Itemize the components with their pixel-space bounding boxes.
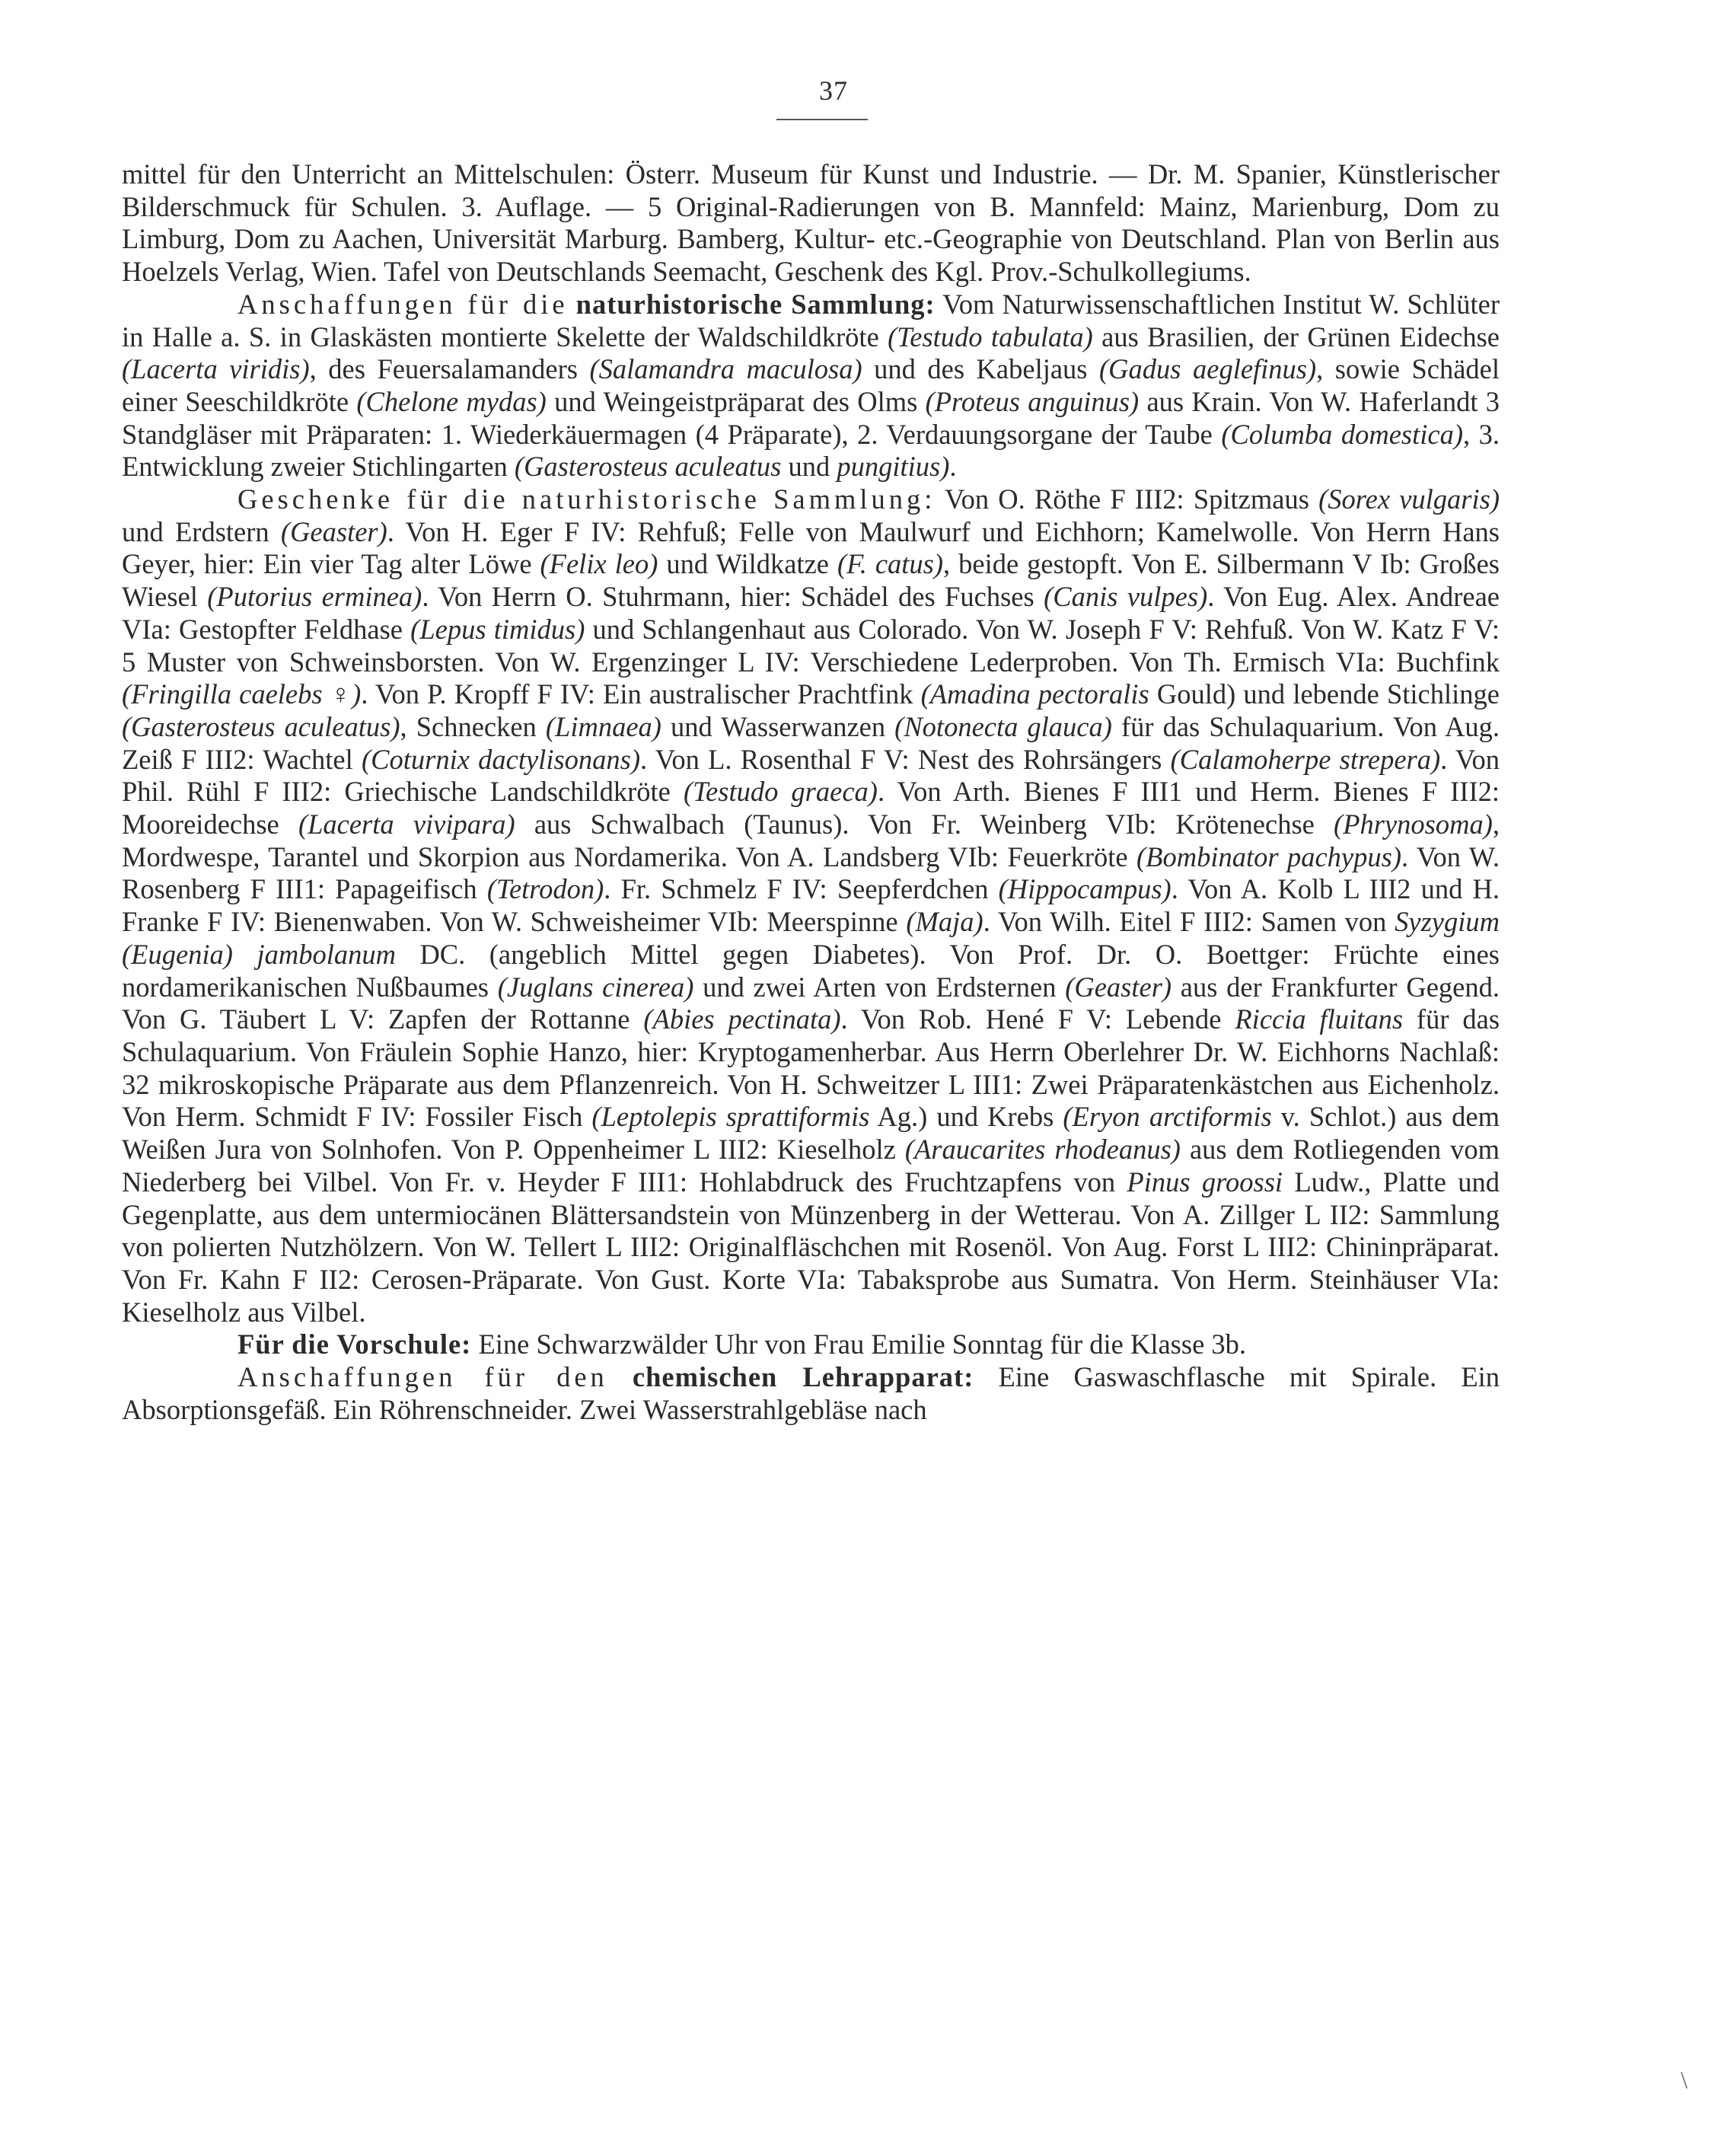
text-run: . Von Phil. Rühl F III2: Griechische Landschildkröte (122, 743, 1500, 808)
text-run: für das Schulaquarium. Von Fräulein Sophie Hanzo, hier: Kryptogamenherbar. Aus Herrn Oberlehrer Dr. W. Eichhorns Nachlaß: 32 mikroskopische Präparate aus dem Pflanzenreich. Von H. Schweitzer L III1: Zwei Präparatenkästchen aus Eichenholz. Von Herm. Schmidt F IV: Fossiler Fisch (122, 1003, 1500, 1133)
text-run: . Fr. Schmelz F IV: Seepferdchen (604, 873, 999, 905)
species-name: (Sorex vulgaris) (1318, 483, 1500, 515)
geschenke-lead: Geschenke für die naturhistorische Sammlung: (237, 483, 936, 515)
text-run: und Wildkatze (658, 548, 837, 580)
text-run: und (781, 451, 837, 483)
species-name: (Columba domestica) (1221, 418, 1464, 450)
text-run: . Von W. Rosenberg F III1: Papageifisch (122, 840, 1500, 905)
naturkunde-heading: naturhistorische Sammlung: (575, 288, 936, 320)
text-run: . Von A. Kolb L III2 und H. Franke F IV: Bienenwaben. Von W. Schweisheimer VIb: Meerspinne (122, 873, 1500, 938)
species-name: (Abies pectinata) (643, 1003, 841, 1035)
species-name: (Chelone mydas) (356, 385, 547, 417)
species-name: (Juglans cinerea) (497, 971, 694, 1003)
vorschule-paragraph (122, 1328, 1500, 1361)
text-run: und Wasserwanzen (661, 710, 895, 742)
species-name: (Leptolepis sprattiformis (591, 1101, 870, 1133)
naturkunde-paragraph (122, 289, 1500, 483)
species-name: (Gasterosteus aculeatus) (122, 710, 400, 742)
species-name: (Putorius erminea) (207, 581, 422, 613)
text-run: Gould) und lebende Stichlinge (1149, 678, 1500, 710)
text-run: , beide gestopft. Von E. Silbermann V Ib: Großes Wiesel (122, 548, 1500, 613)
text-run: . Von P. Kropff F IV: Ein australischer Prachtfink (361, 678, 921, 710)
text-run: DC. (angeblich Mittel gegen Diabetes). Von Prof. Dr. O. Boettger: Früchte eines nordamerikanischen Nußbaumes (122, 938, 1500, 1003)
species-name: (Fringilla caelebs ♀) (122, 678, 362, 710)
species-name: (Hippocampus) (998, 873, 1171, 905)
text-run: Von O. Röthe F III2: Spitzmaus (936, 483, 1319, 515)
text-run: aus Brasilien, der Grünen Eidechse (1092, 321, 1500, 352)
species-name: (Testudo graeca) (683, 776, 878, 808)
intro-paragraph: mittel für den Unterricht an Mittelschulen: Österr. Museum für Kunst und Industrie. — Dr. M. Spanier, Künstlerischer Bilderschmuck für Schulen. 3. Auflage. — 5 Original-Radierungen von B. Mannfeld: Mainz, Marienburg, Dom zu Limburg, Dom zu Aachen, Universität Marburg. Bamberg, Kultur- etc.-Geographie von Deutschland. Plan von Berlin aus Hoelzels Verlag, Wien. Tafel von Deutschlands Seemacht, Geschenk des Kgl. Prov.-Schulkollegiums. (122, 158, 1500, 288)
species-name: (Testudo tabulata) (888, 321, 1093, 352)
text-run: und Schlangenhaut aus Colorado. Von W. Joseph F V: Rehfuß. Von W. Katz F V: 5 Muster von Schweinsborsten. Von W. Ergenzinger L IV: Verschiedene Lederproben. Von Th. Ermisch VIa: Buchfink (122, 613, 1500, 678)
species-name: (Felix leo) (540, 548, 658, 580)
text-run: und zwei Arten von Erdsternen (693, 971, 1066, 1003)
species-name: (Lepus timidus) (410, 613, 585, 645)
species-name: (Gadus aeglefinus) (1099, 353, 1317, 385)
text-run: und Erdstern (122, 515, 281, 547)
species-name: (Phrynosoma) (1334, 808, 1493, 840)
text-run: . Von Eug. Alex. Andreae VIa: Gestopfter Feldhase (122, 581, 1500, 645)
species-name: (Bombinator pachypus) (1136, 840, 1401, 872)
text-run: , Mordwespe, Tarantel und Skorpion aus Nordamerika. Von A. Landsberg VIb: Feuerkröte (122, 808, 1500, 872)
text-run: , 3. Entwicklung zweier Stichlingarten (122, 418, 1500, 483)
body-text (122, 158, 1500, 1426)
species-name: (Maja) (906, 906, 983, 938)
geschenke-paragraph (122, 483, 1500, 1328)
chemie-body: Eine Gaswaschflasche mit Spirale. Ein Absorptionsgefäß. Ein Röhrenschneider. Zwei Wasserstrahlgebläse nach (122, 1361, 1500, 1425)
text-run: . Von Herrn O. Stuhrmann, hier: Schädel des Fuchses (422, 581, 1044, 613)
species-name: (Geaster) (1065, 971, 1172, 1003)
text-run: Ag.) und Krebs (869, 1101, 1063, 1133)
text-run: und Weingeistpräparat des Olms (546, 385, 926, 417)
species-name: (Tetrodon) (486, 873, 604, 905)
text-run: v. Schlot.) aus dem Weißen Jura von Solnhofen. Von P. Oppenheimer L III2: Kieselholz (122, 1101, 1500, 1166)
text-run: . Von L. Rosenthal F V: Nest des Rohrsängers (640, 743, 1171, 775)
page-number: 37 (819, 75, 848, 106)
geschenke-body (122, 483, 1500, 1328)
species-name: (Amadina pectoralis (920, 678, 1149, 710)
text-run: , sowie Schädel einer Seeschildkröte (122, 353, 1500, 417)
chemie-paragraph (122, 1361, 1500, 1426)
edge-mark: \ (1681, 2066, 1688, 2094)
text-run: . Von Wilh. Eitel F III2: Samen von (983, 906, 1395, 938)
text-run: . (949, 451, 957, 483)
naturkunde-lead: Anschaffungen für die (237, 288, 569, 320)
species-name: (Calamoherpe strepera) (1170, 743, 1441, 775)
text-run: aus dem Rotliegenden vom Niederberg bei Vilbel. Von Fr. v. Heyder F III1: Hohlabdruck des Fruchtzapfens von (122, 1134, 1500, 1198)
species-name: (F. catus) (837, 548, 944, 580)
species-name: (Limnaea) (545, 710, 661, 742)
text-run: . Von Arth. Bienes F III1 und Herm. Bienes F III2: Mooreidechse (122, 776, 1500, 840)
species-name: Pinus groossi (1127, 1166, 1283, 1198)
species-name: (Coturnix dactylisonans) (361, 743, 641, 775)
species-name: (Araucarites rhodeanus) (904, 1134, 1181, 1166)
species-name: (Gasterosteus aculeatus (514, 451, 782, 483)
text-run: , des Feuersalamanders (309, 353, 590, 385)
species-name: pungitius) (837, 451, 950, 483)
species-name: (Lacerta vivipara) (298, 808, 515, 840)
species-name: (Eryon arctiformis (1063, 1101, 1272, 1133)
species-name: Syzygium (Eugenia) jambolanum (122, 906, 1500, 970)
text-run: aus Schwalbach (Taunus). Von Fr. Weinberg VIb: Krötenechse (515, 808, 1334, 840)
species-name: (Salamandra maculosa) (589, 353, 862, 385)
text-run: aus der Frankfurter Gegend. Von G. Täubert L V: Zapfen der Rottanne (122, 971, 1500, 1035)
species-name: (Notonecta glauca) (894, 710, 1112, 742)
text-run: . Von H. Eger F IV: Rehfuß; Felle von Maulwurf und Eichhorn; Kamelwolle. Von Herrn Hans Geyer, hier: Ein vier Tag alter Löwe (122, 515, 1500, 580)
text-run: . Von Rob. Hené F V: Lebende (840, 1003, 1235, 1035)
page-number-rule (776, 119, 868, 120)
vorschule-body: Eine Schwarzwälder Uhr von Frau Emilie Sonntag für die Klasse 3b. (471, 1328, 1247, 1360)
text-run: Vom Naturwissenschaftlichen Institut W. Schlüter in Halle a. S. in Glaskästen montierte Skelette der Waldschildkröte (122, 288, 1500, 352)
chemie-lead: Anschaffungen für den (237, 1361, 608, 1393)
species-name: Riccia fluitans (1235, 1003, 1404, 1035)
text-run: aus Krain. Von W. Haferlandt 3 Standgläser mit Präparaten: 1. Wiederkäuermagen (4 Präparate), 2. Verdauungsorgane der Taube (122, 385, 1500, 450)
text-run: Ludw., Platte und Gegenplatte, aus dem untermiocänen Blättersandstein von Münzenberg in der Wetterau. Von A. Zillger L II2: Sammlung von polierten Nutzhölzern. Von W. Tellert L III2: Originalfläschchen mit Rosenöl. Von Aug. Forst L III2: Chininpräparat. Von Fr. Kahn F II2: Cerosen-Präparate. Von Gust. Korte VIa: Tabaksprobe aus Sumatra. Von Herm. Steinhäuser VIa: Kieselholz aus Vilbel. (122, 1166, 1500, 1328)
species-name: (Lacerta viridis) (122, 353, 310, 385)
species-name: (Geaster) (280, 515, 387, 547)
text-run: und des Kabeljaus (862, 353, 1100, 385)
vorschule-heading: Für die Vorschule: (237, 1328, 472, 1360)
species-name: (Canis vulpes) (1044, 581, 1208, 613)
text-run: für das Schulaquarium. Von Aug. Zeiß F III2: Wachtel (122, 710, 1500, 775)
text-run: , Schnecken (400, 710, 546, 742)
chemie-heading: chemischen Lehrapparat: (632, 1361, 974, 1393)
species-name: (Proteus anguinus) (925, 385, 1140, 417)
